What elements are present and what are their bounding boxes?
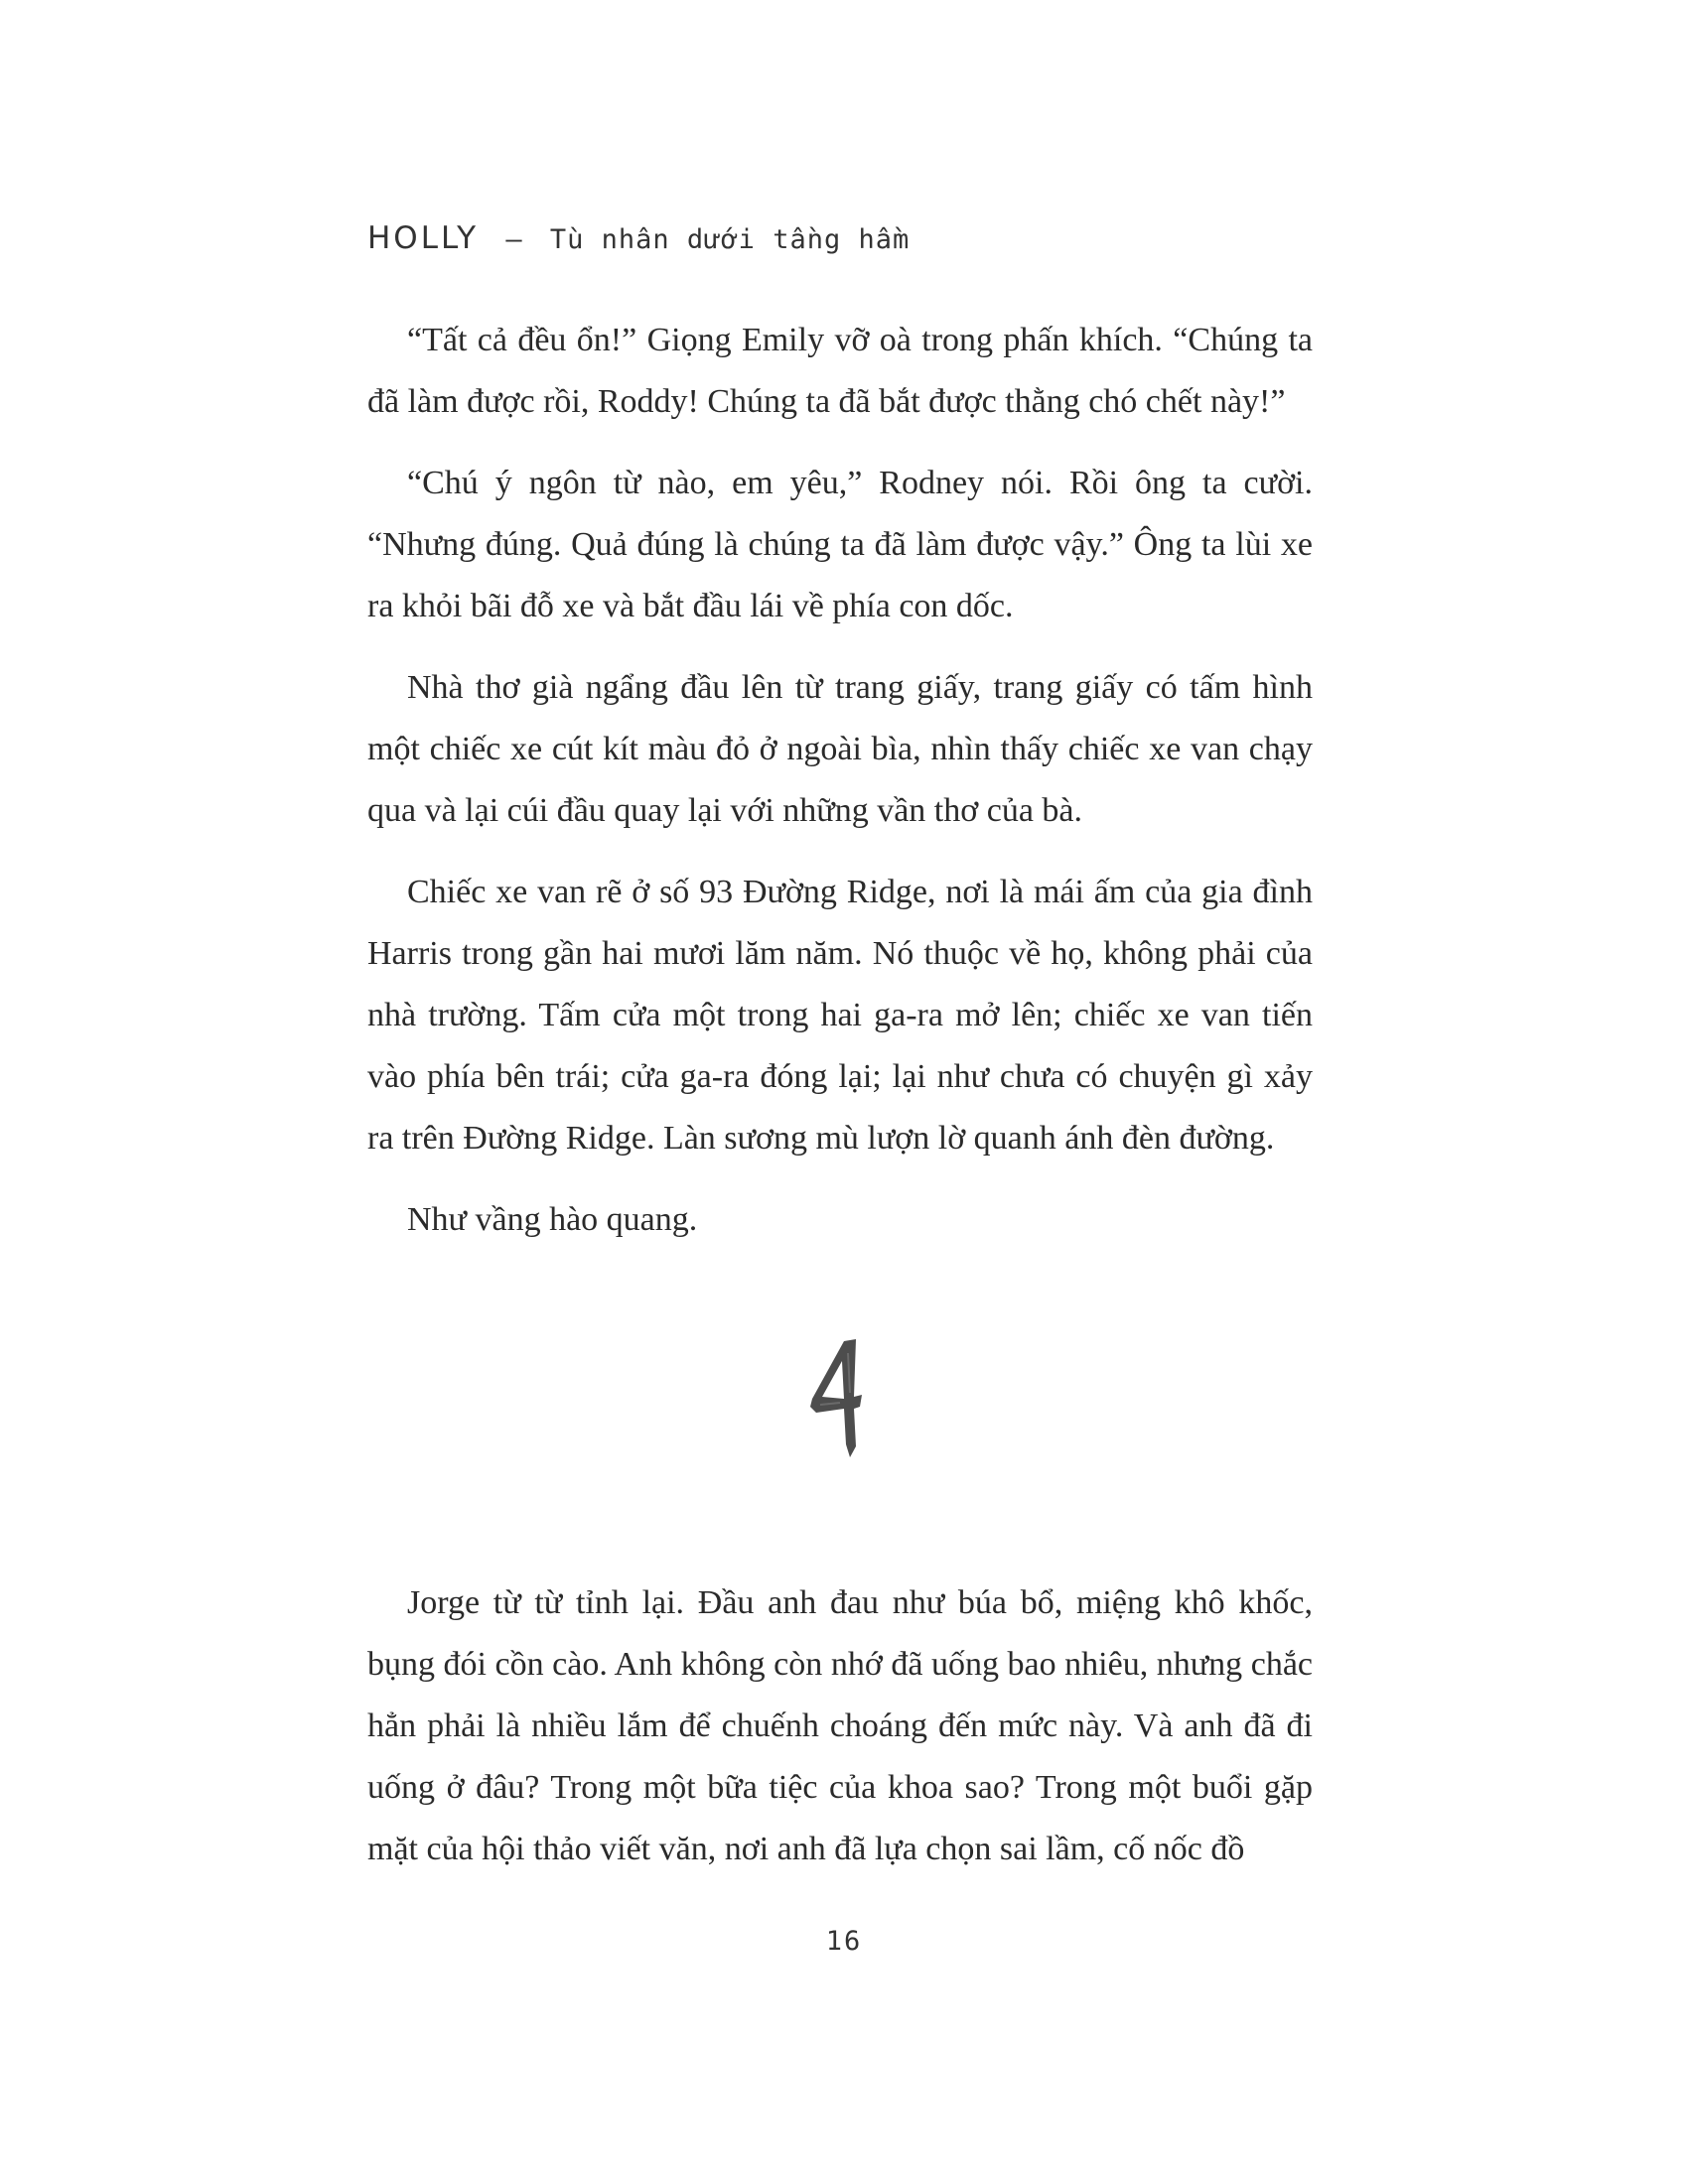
running-header [367, 220, 910, 256]
paragraph: Jorge từ từ tỉnh lại. Đầu anh đau như búa bổ, miệng khô khốc, bụng đói cồn cào. Anh không còn nhớ đã uống bao nhiêu, nhưng chắc hẳn phải là nhiều lắm để chuếnh choáng đến mức này. Và anh đã đi uống ở đâu? Trong một bữa tiệc của khoa sao? Trong một buổi gặp mặt của hội thảo viết văn, nơi anh đã lựa chọn sai lầm, cố nốc đồ [367, 1584, 1313, 1867]
chapter-number-glyph [804, 1335, 884, 1459]
paragraph: Như vầng hào quang. [407, 1201, 698, 1238]
paragraph: “Chú ý ngôn từ nào, em yêu,” Rodney nói. Rồi ông ta cười. “Nhưng đúng. Quả đúng là chúng ta đã làm được vậy.” Ông ta lùi xe ra khỏi bãi đỗ xe và bắt đầu lái về phía con dốc. [367, 465, 1313, 624]
page-number: 16 [825, 1926, 863, 1957]
book-title: HOLLY [367, 220, 480, 256]
paragraph: Nhà thơ già ngẩng đầu lên từ trang giấy, trang giấy có tấm hình một chiếc xe cút kít màu đỏ ở ngoài bìa, nhìn thấy chiếc xe van chạy qua và lại cúi đầu quay lại với những vần thơ của bà. [367, 669, 1313, 829]
chapter-number [0, 1335, 1688, 1459]
section-after-chapter [367, 1572, 1313, 1900]
paragraph: Chiếc xe van rẽ ở số 93 Đường Ridge, nơi là mái ấm của gia đình Harris trong gần hai mươi lăm năm. Nó thuộc về họ, không phải của nhà trường. Tấm cửa một trong hai ga-ra mở lên; chiếc xe van tiến vào phía bên trái; cửa ga-ra đóng lại; lại như chưa có chuyện gì xảy ra trên Đường Ridge. Làn sương mù lượn lờ quanh ánh đèn đường. [367, 874, 1313, 1157]
paragraph: “Tất cả đều ổn!” Giọng Emily vỡ oà trong phấn khích. “Chúng ta đã làm được rồi, Roddy! Chúng ta đã bắt được thằng chó chết này!” [367, 322, 1313, 420]
section-before-chapter [367, 310, 1313, 1271]
book-subtitle: Tù nhân dưới tầng hầm [549, 224, 911, 255]
header-separator: – [505, 224, 523, 255]
